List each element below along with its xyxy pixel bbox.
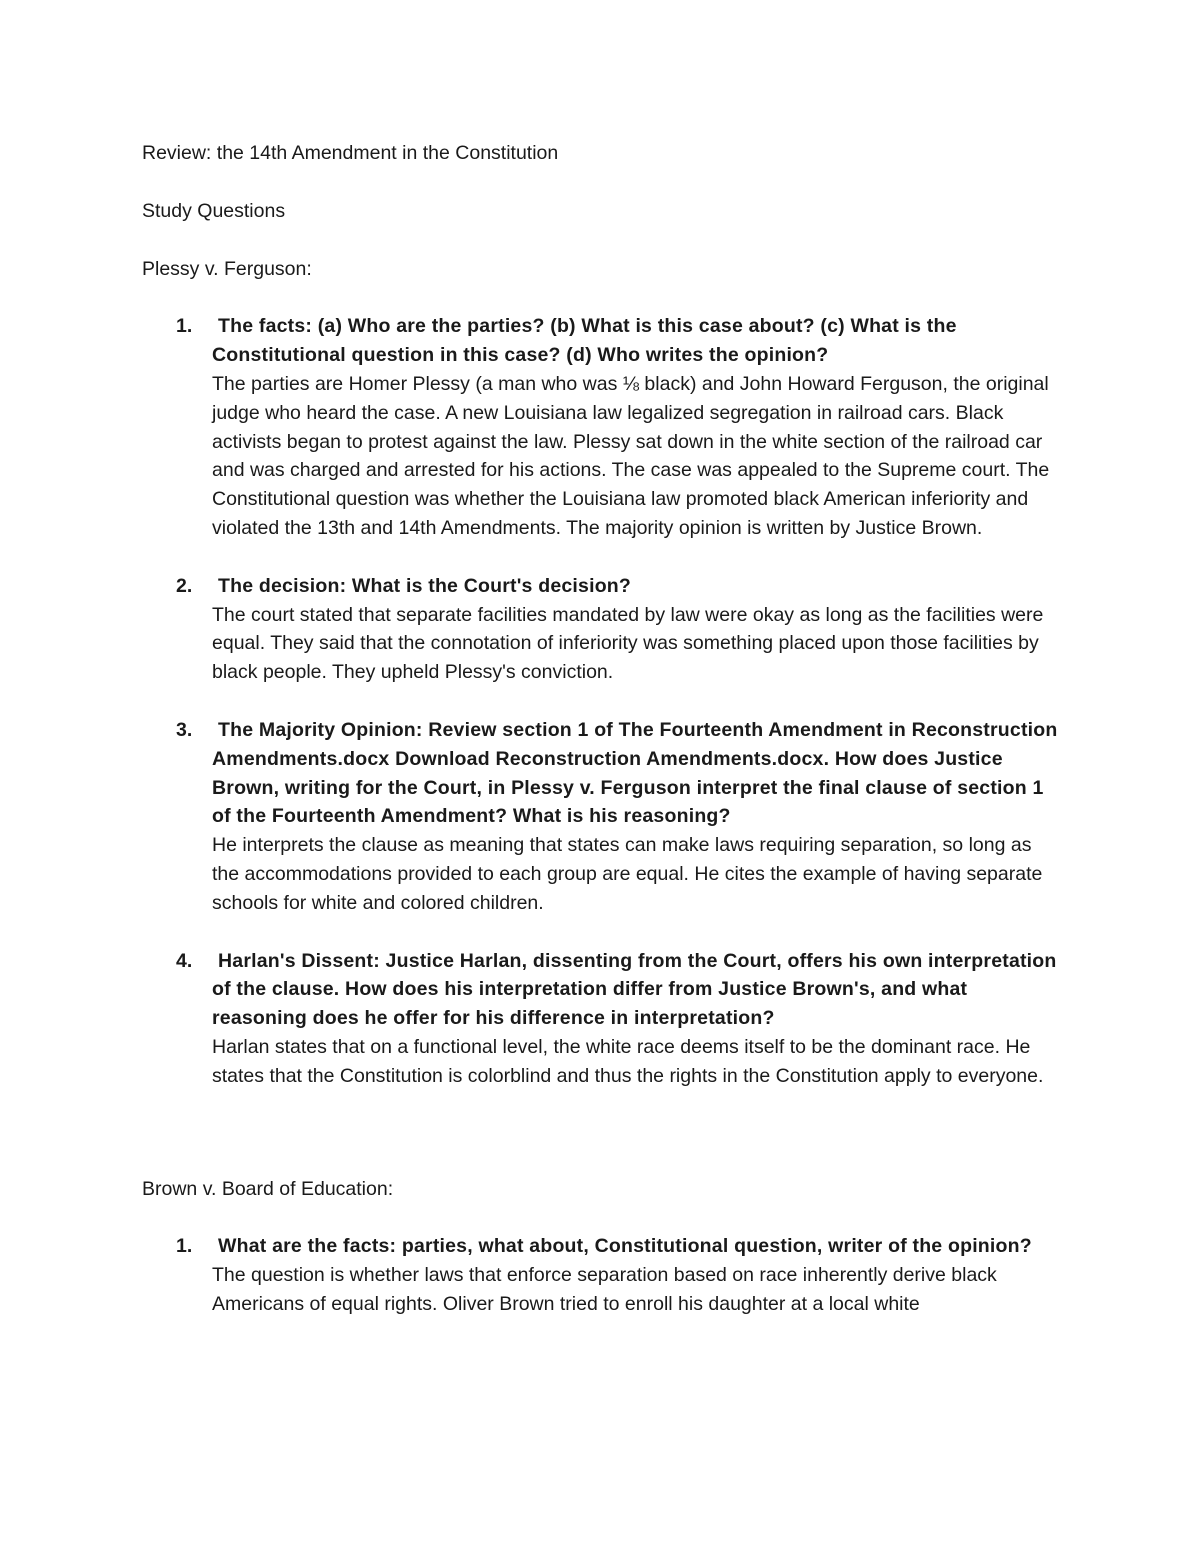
answer-text: The parties are Homer Plessy (a man who was ⅛ black) and John Howard Ferguson, the original judge who heard the case. A new Louisiana law legalized segregation in railroad cars. Black activists began to protest against the law. Plessy sat down in the white section of the railroad car and was charged and arrested for his actions. The case was appealed to the Supreme court. The Constitutional question was whether the Louisiana law promoted black American inferiority and violated the 13th and 14th Amendments. The majority opinion is written by Justice Brown. [212, 372, 1050, 539]
question-number: 3. [176, 718, 193, 741]
section-heading-brown: Brown v. Board of Education: [142, 1177, 394, 1200]
question-text [212, 1232, 1062, 1261]
list-item [142, 1232, 1062, 1318]
question-text [212, 572, 1062, 601]
answer-text: The court stated that separate facilities mandated by law were okay as long as the facilities were equal. They said that the connotation of inferiority was something placed upon those facilities by black people. They upheld Plessy's conviction. [212, 603, 1044, 684]
question-text [212, 312, 1062, 370]
question-label: Harlan's Dissent: Justice Harlan, dissenting from the Court, offers his own interpretation of the clause. How does his interpretation differ from Justice Brown's, and what reasoning does he offer for his difference in interpretation? [212, 949, 1057, 1030]
question-number: 1. [176, 315, 193, 338]
question-label: The facts: (a) Who are the parties? (b) What is this case about? (c) What is the Constitutional question in this case? (d) Who writes the opinion? [212, 315, 957, 367]
list-item [142, 572, 1062, 687]
question-text [212, 716, 1062, 831]
document-title: Review: the 14th Amendment in the Constitution [142, 142, 559, 164]
question-list-plessy [142, 312, 1062, 1090]
section-heading-plessy: Plessy v. Ferguson: [142, 257, 312, 280]
question-number: 2. [176, 574, 193, 597]
answer-text: The question is whether laws that enforce separation based on race inherently derive black Americans of equal rights. Oliver Brown tried to enroll his daughter at a local white [212, 1264, 997, 1315]
list-item [142, 947, 1062, 1091]
document-subtitle: Study Questions [142, 199, 286, 222]
question-number: 1. [176, 1235, 193, 1258]
question-text [212, 947, 1062, 1033]
question-label: What are the facts: parties, what about, Constitutional question, writer of the opinion? [218, 1235, 1032, 1258]
document-body [142, 139, 1062, 1319]
question-label: The Majority Opinion: Review section 1 of The Fourteenth Amendment in Reconstruction Amendments.docx Download Reconstruction Amendments.docx. How does Justice Brown, writing for the Court, in Plessy v. Ferguson interpret the final clause of section 1 of the Fourteenth Amendment? What is his reasoning? [212, 718, 1058, 828]
question-list-brown [142, 1232, 1062, 1318]
question-label: The decision: What is the Court's decision? [218, 574, 632, 597]
answer-text: Harlan states that on a functional level, the white race deems itself to be the dominant race. He states that the Constitution is colorblind and thus the rights in the Constitution apply to everyone. [212, 1035, 1044, 1087]
answer-text: He interprets the clause as meaning that states can make laws requiring separation, so long as the accommodations provided to each group are equal. He cites the example of having separate schools for white and colored children. [212, 834, 1043, 914]
list-item [142, 312, 1062, 542]
list-item [142, 716, 1062, 918]
question-number: 4. [176, 949, 193, 972]
